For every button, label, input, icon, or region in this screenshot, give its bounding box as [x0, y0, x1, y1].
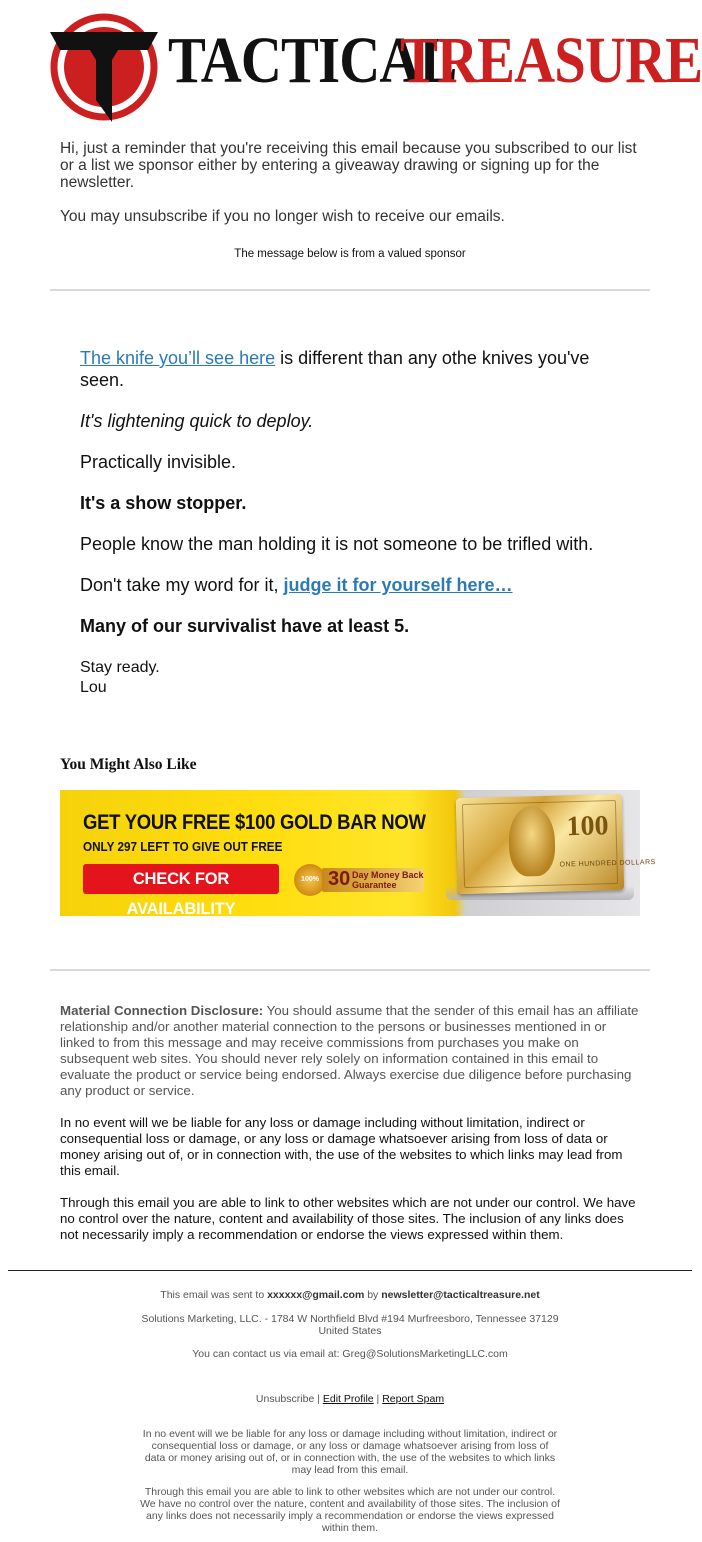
message-para-1-text: is different than any othe knives you've seen.	[80, 348, 590, 390]
report-spam-link[interactable]: Report Spam	[382, 1393, 445, 1405]
brand-name-part1: TACTICAL	[168, 24, 457, 97]
message-para-6-text: Don't take my word for it,	[80, 575, 284, 595]
disclosure-text: You should assume that the sender of this email has an affiliate relationship and/or another material connection to the persons or businesses mentioned in or linked to from this message and may receive commissions from purchases you make on subsequent web sites. You should never rely solely on information contained in this email to evaluate the product or service being endorsed. Always exercise due diligence before purchasing any product or service.	[60, 1003, 639, 1098]
edit-profile-link[interactable]: Edit Profile	[322, 1393, 374, 1405]
recipient-email: xxxxxx@gmail.com	[267, 1289, 365, 1301]
message-para-2: It's lightening quick to deploy.	[80, 411, 314, 431]
footer-separator: |	[314, 1393, 323, 1405]
footer-legal-1: In no event will we be liable for any loss or damage including without limitation, indirect or consequential loss or damage, or any loss or damage whatsoever arising from loss of data or money arising out of, or in connection with, the use of the websites to which links may lead from this email.	[142, 1428, 558, 1476]
sender-email: newsletter@tacticaltreasure.net	[381, 1289, 540, 1301]
banner-headline: GET YOUR FREE $100 GOLD BAR NOW	[83, 811, 426, 834]
brand-header	[50, 10, 702, 125]
disclosure-para-3: Through this email you are able to link to other websites which are not under our control. We have no control over the nature, content and availability of those sites. The inclusion of any links does not necessarily imply a recommendation or endorse the views expressed within them.	[60, 1195, 636, 1242]
footer-rule	[8, 1270, 692, 1271]
message-para-3: Practically invisible.	[80, 452, 237, 472]
judge-it-link[interactable]: judge it for yourself here…	[283, 575, 513, 595]
banner-subline: ONLY 297 LEFT TO GIVE OUT FREE	[83, 839, 283, 854]
check-availability-button[interactable]: CHECK FOR AVAILABILITY	[83, 864, 279, 894]
message-para-4: It's a show stopper.	[80, 493, 247, 513]
knife-link[interactable]: The knife you’ll see here	[80, 348, 276, 368]
brand-emblem-icon	[50, 10, 162, 125]
also-like-heading: You Might Also Like	[60, 756, 197, 773]
message-para-6	[80, 574, 625, 596]
signature	[80, 658, 625, 698]
gold-bar-value: 100	[566, 810, 609, 843]
intro-unsubscribe-note: You may unsubscribe if you no longer wish to receive our emails.	[60, 208, 505, 225]
guarantee-text: Day Money Back Guarantee	[352, 870, 424, 890]
guarantee-seal-icon: 100%	[294, 864, 326, 896]
footer-sent-prefix: This email was sent to	[160, 1289, 268, 1301]
message-para-5: People know the man holding it is not someone to be trifled with.	[80, 534, 594, 554]
guarantee-days: 30	[328, 868, 351, 890]
signature-line-1: Stay ready.	[80, 659, 160, 676]
footer-links	[140, 1393, 560, 1405]
intro-text	[60, 140, 645, 225]
disclosure-section	[60, 1003, 642, 1243]
message-para-1	[80, 347, 625, 391]
sponsor-note: The message below is from a valued sponsor	[234, 248, 466, 260]
brand-name-part2: TREASURE	[400, 24, 702, 97]
disclosure-label: Material Connection Disclosure:	[60, 1003, 264, 1018]
footer-sent-to	[140, 1289, 560, 1301]
disclosure-para-2: In no event will we be liable for any loss or damage including without limitation, indirect or consequential loss or damage, or any loss or damage whatsoever arising from loss of data or money arising out of, or in connection with, the use of the websites to which links may lead from this email.	[60, 1115, 623, 1178]
footer-contact: You can contact us via email at: Greg@SolutionsMarketingLLC.com	[192, 1348, 508, 1360]
message-para-7: Many of our survivalist have at least 5.	[80, 616, 410, 636]
footer-legal-2: Through this email you are able to link to other websites which are not under our control. We have no control over the nature, content and availability of those sites. The inclusion of any links does not necessarily imply a recommendation or endorse the views expressed within them.	[140, 1486, 560, 1534]
divider-top	[50, 289, 650, 291]
signature-name: Lou	[80, 679, 107, 696]
footer-separator: |	[373, 1393, 383, 1405]
unsubscribe-link[interactable]: Unsubscribe	[255, 1393, 315, 1405]
gold-bar-caption: ONE HUNDRED DOLLARS	[559, 858, 656, 869]
gold-bar-ad-banner[interactable]	[60, 790, 656, 918]
footer-address: Solutions Marketing, LLC. - 1784 W Northfield Blvd #194 Murfreesboro, Tennessee 37129 United States	[141, 1313, 559, 1337]
gold-bar-image	[456, 794, 656, 894]
disclosure-para-1	[60, 1003, 642, 1099]
footer-sent-by-prefix: by	[364, 1289, 382, 1301]
divider-bottom	[50, 969, 650, 971]
intro-reminder: Hi, just a reminder that you're receiving this email because you subscribed to our list or a list we sponsor either by entering a giveaway drawing or signing up for the newsletter.	[60, 140, 637, 191]
